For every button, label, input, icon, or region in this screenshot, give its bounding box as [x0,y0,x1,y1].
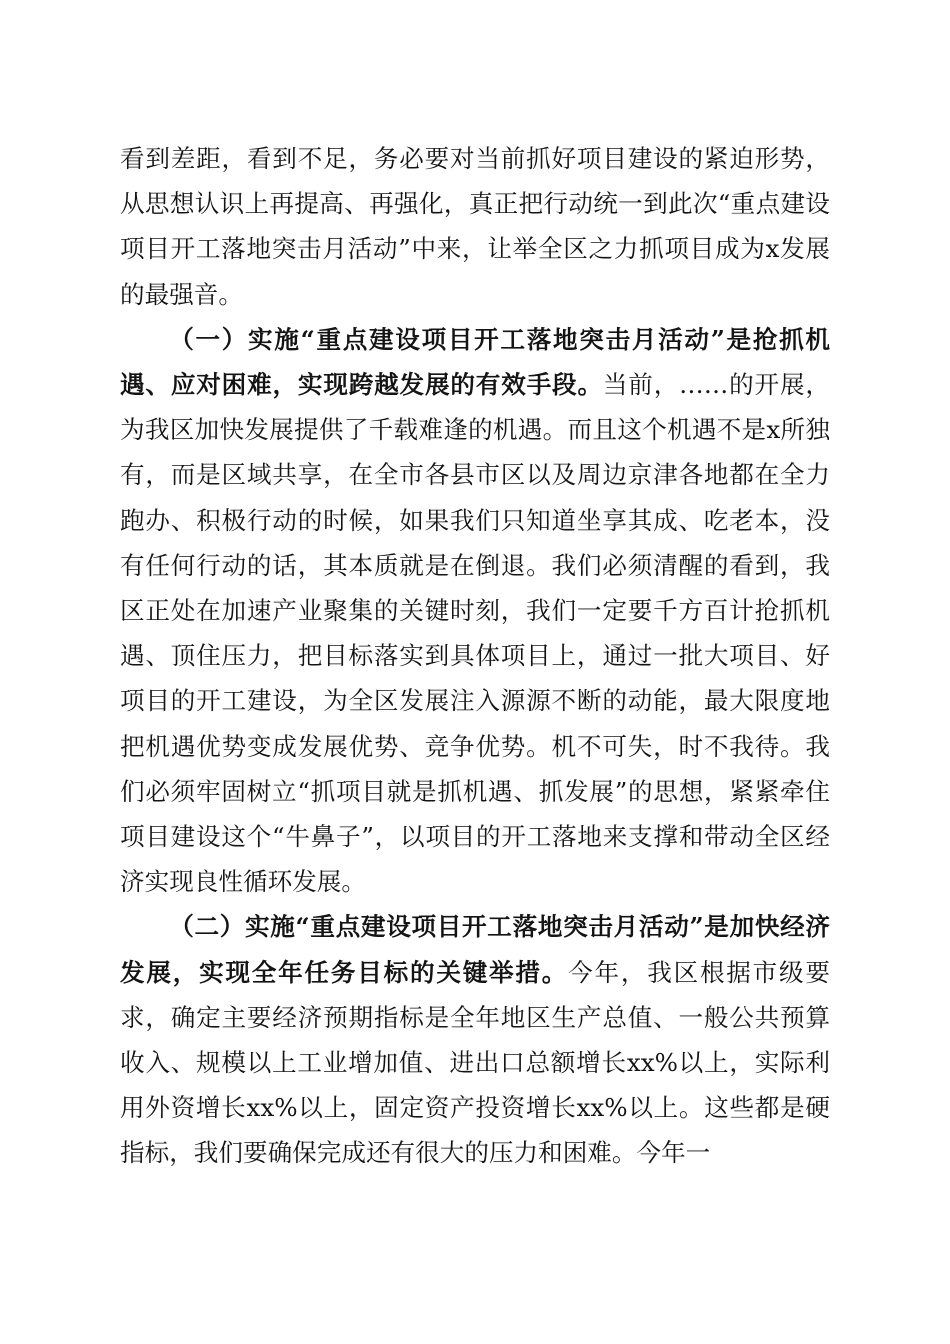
section-2-text: 今年，我区根据市级要求，确定主要经济预期指标是全年地区生产总值、一般公共预算收入、规模以上工业增加值、进出口总额增长xx%以上，实际利用外资增长xx%以上，固定资产投资增长xx%以上。这些都是硬指标，我们要确保完成还有很大的压力和困难。今年一 [120,957,830,1168]
paragraph-intro [120,136,830,317]
document-body [120,136,830,1176]
paragraph-section-2 [120,904,830,1175]
section-1-text: 当前，……的开展，为我区加快发展提供了千载难逢的机遇。而且这个机遇不是x所独有，而是区域共享，在全市各县市区以及周边京津各地都在全力跑办、积极行动的时候，如果我们只知道坐享其成、吃老本，没有任何行动的话，其本质就是在倒退。我们必须清醒的看到，我区正处在加速产业聚集的关键时刻，我们一定要千方百计抢抓机遇、顶住压力，把目标落实到具体项目上，通过一批大项目、好项目的开工建设，为全区发展注入源源不断的动能，最大限度地把机遇优势变成发展优势、竞争优势。机不可失，时不我待。我们必须牢固树立“抓项目就是抓机遇、抓发展”的思想，紧紧牵住项目建设这个“牛鼻子”，以项目的开工落地来支撑和带动全区经济实现良性循环发展。 [120,370,830,897]
section-1-heading: （一）实施“重点建设项目开工落地突击月活动”是抢抓机遇、应对困难，实现跨越发展的有效手段。 [120,324,830,400]
paragraph-intro-text: 看到差距，看到不足，务必要对当前抓好项目建设的紧迫形势，从思想认识上再提高、再强化，真正把行动统一到此次“重点建设项目开工落地突击月活动”中来，让举全区之力抓项目成为x发展的最强音。 [120,144,830,309]
section-2-heading: （二）实施“重点建设项目开工落地突击月活动”是加快经济发展，实现全年任务目标的关键举措。 [120,912,830,987]
paragraph-section-1 [120,317,830,905]
